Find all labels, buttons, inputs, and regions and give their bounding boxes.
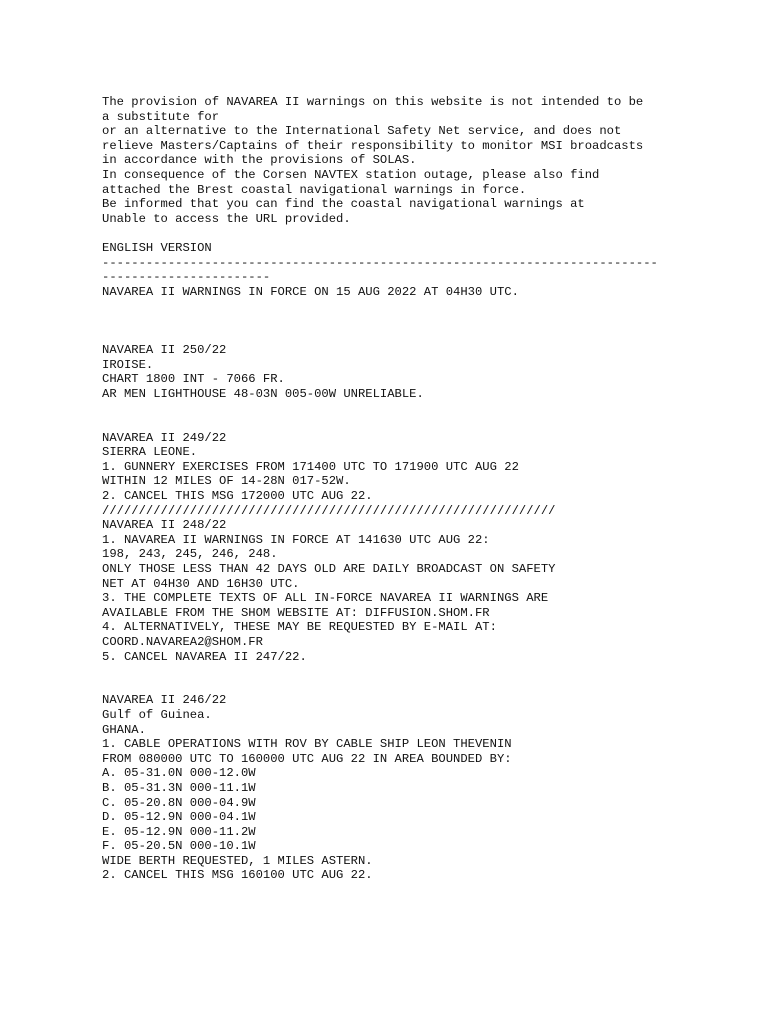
- disclaimer-line: relieve Masters/Captains of their responsibility to monitor MSI broadcasts: [102, 138, 644, 153]
- warning-line: 2. CANCEL THIS MSG 160100 UTC AUG 22.: [102, 868, 373, 883]
- warning-line: F. 05-20.5N 000-10.1W: [102, 839, 256, 854]
- warning-title: NAVAREA II 246/22: [102, 693, 227, 708]
- warning-line: WIDE BERTH REQUESTED, 1 MILES ASTERN.: [102, 853, 373, 868]
- disclaimer-block: [102, 95, 742, 226]
- slash-separator: //////////////////////////////////////////////////////////////: [102, 503, 556, 518]
- warning-line: AVAILABLE FROM THE SHOM WEBSITE AT: DIFFUSION.SHOM.FR: [102, 605, 490, 620]
- warning-line: WITHIN 12 MILES OF 14-28N 017-52W.: [102, 474, 351, 489]
- dash-separator: ----------------------------------------------------------------------------: [102, 255, 658, 270]
- warning-line: CHART 1800 INT - 7066 FR.: [102, 372, 285, 387]
- warning-line: ONLY THOSE LESS THAN 42 DAYS OLD ARE DAILY BROADCAST ON SAFETY: [102, 562, 556, 577]
- disclaimer-line: Be informed that you can find the coastal navigational warnings at: [102, 197, 585, 212]
- warning-line: 4. ALTERNATIVELY, THESE MAY BE REQUESTED BY E-MAIL AT:: [102, 620, 497, 635]
- disclaimer-line: in accordance with the provisions of SOLAS.: [102, 153, 417, 168]
- warning-line: COORD.NAVAREA2@SHOM.FR: [102, 634, 263, 649]
- dash-separator: -----------------------: [102, 270, 271, 285]
- warning-line: GHANA.: [102, 722, 146, 737]
- warning-246: [102, 693, 742, 883]
- warning-line: 1. GUNNERY EXERCISES FROM 171400 UTC TO 171900 UTC AUG 22: [102, 459, 519, 474]
- warning-line: SIERRA LEONE.: [102, 445, 198, 460]
- disclaimer-line: The provision of NAVAREA II warnings on this website is not intended to be: [102, 95, 644, 109]
- warning-line: D. 05-12.9N 000-04.1W: [102, 810, 256, 825]
- warning-line: B. 05-31.3N 000-11.1W: [102, 780, 256, 795]
- warning-249: [102, 431, 742, 504]
- warning-line: 1. CABLE OPERATIONS WITH ROV BY CABLE SHIP LEON THEVENIN: [102, 737, 512, 752]
- disclaimer-line: Unable to access the URL provided.: [102, 211, 351, 226]
- warning-line: 3. THE COMPLETE TEXTS OF ALL IN-FORCE NAVAREA II WARNINGS ARE: [102, 591, 549, 606]
- warning-line: 5. CANCEL NAVAREA II 247/22.: [102, 649, 307, 664]
- warning-line: 198, 243, 245, 246, 248.: [102, 547, 278, 562]
- warning-line: FROM 080000 UTC TO 160000 UTC AUG 22 IN AREA BOUNDED BY:: [102, 751, 512, 766]
- warning-line: A. 05-31.0N 000-12.0W: [102, 766, 256, 781]
- warning-title: NAVAREA II 250/22: [102, 343, 227, 358]
- disclaimer-line: a substitute for: [102, 109, 220, 124]
- disclaimer-line: In consequence of the Corsen NAVTEX station outage, please also find: [102, 167, 600, 182]
- warning-line: NET AT 04H30 AND 16H30 UTC.: [102, 576, 300, 591]
- warning-line: Gulf of Guinea.: [102, 707, 212, 722]
- version-label: ENGLISH VERSION: [102, 240, 212, 255]
- warning-line: AR MEN LIGHTHOUSE 48-03N 005-00W UNRELIABLE.: [102, 386, 424, 401]
- warning-248: [102, 518, 742, 664]
- disclaimer-line: or an alternative to the International Safety Net service, and does not: [102, 124, 622, 139]
- warning-line: C. 05-20.8N 000-04.9W: [102, 795, 256, 810]
- document-body: [102, 95, 742, 883]
- warning-title: NAVAREA II 249/22: [102, 430, 227, 445]
- warning-line: 1. NAVAREA II WARNINGS IN FORCE AT 141630 UTC AUG 22:: [102, 532, 490, 547]
- warning-title: NAVAREA II 248/22: [102, 518, 227, 533]
- warning-line: 2. CANCEL THIS MSG 172000 UTC AUG 22.: [102, 489, 373, 504]
- warning-250: [102, 343, 742, 401]
- disclaimer-line: attached the Brest coastal navigational warnings in force.: [102, 182, 527, 197]
- warning-line: IROISE.: [102, 357, 154, 372]
- warning-line: E. 05-12.9N 000-11.2W: [102, 824, 256, 839]
- in-force-heading: NAVAREA II WARNINGS IN FORCE ON 15 AUG 2022 AT 04H30 UTC.: [102, 284, 519, 299]
